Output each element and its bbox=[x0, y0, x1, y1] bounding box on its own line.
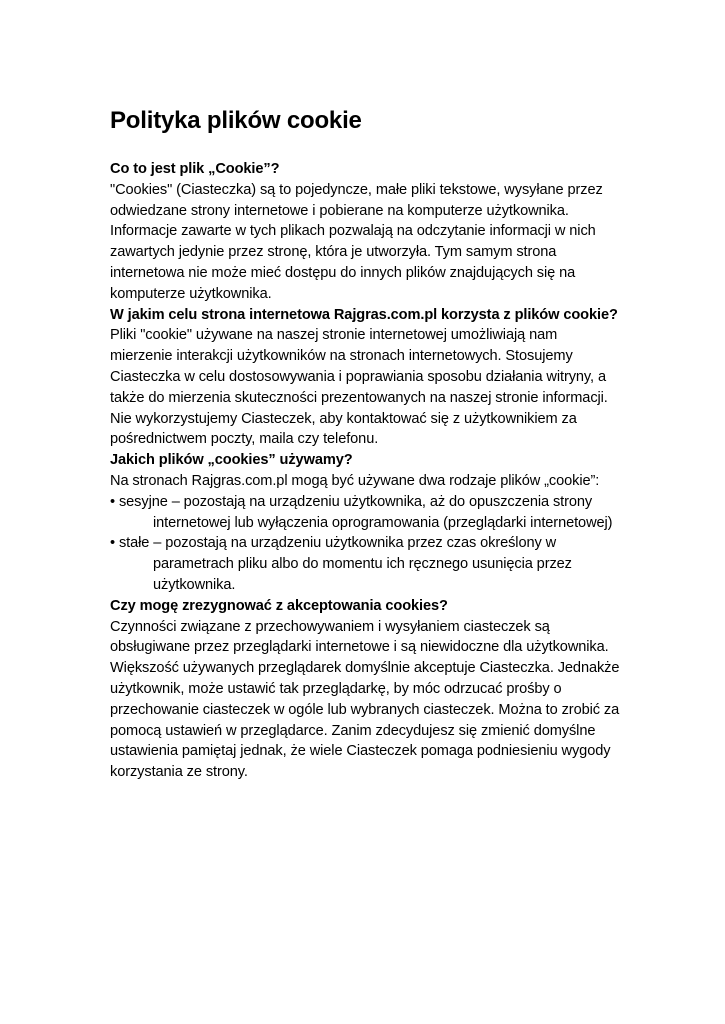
section-heading-purpose: W jakim celu strona internetowa Rajgras.com.pl korzysta z plików cookie? bbox=[110, 306, 618, 323]
section-heading-opt-out: Czy mogę zrezygnować z akceptowania cookies? bbox=[110, 597, 448, 614]
document-body bbox=[110, 159, 620, 783]
section-paragraph-opt-out: Czynności związane z przechowywaniem i wysyłaniem ciasteczek są obsługiwane przez przeglądarki internetowe i są niewidoczne dla użytkownika. Większość używanych przeglądarek domyślnie akceptuje Ciasteczka. Jednakże użytkownik, może ustawić tak przeglądarkę, by móc odrzucać prośby o przechowanie ciasteczek w ogóle lub wybranych ciasteczek. Można to zrobić za pomocą ustawień w przeglądarce. Zanim zdecydujesz się zmienić domyślne ustawienia pamiętaj jednak, że wiele Ciasteczek pomaga podniesieniu wygody korzystania ze strony. bbox=[110, 618, 620, 781]
section-paragraph-purpose: Pliki "cookie" używane na naszej stronie internetowej umożliwiają nam mierzenie interakcji użytkowników na stronach internetowych. Stosujemy Ciasteczka w celu dostosowywania i poprawiania sposobu działania witryny, a także do mierzenia skuteczności prezentowanych na naszej stronie informacji. Nie wykorzystujemy Ciasteczek, aby kontaktować się z użytkownikiem za pośrednictwem poczty, maila czy telefonu. bbox=[110, 327, 608, 448]
list-item-session-cookies: • sesyjne – pozostają na urządzeniu użytkownika, aż do opuszczenia strony internetowej lub wyłączenia oprogramowania (przeglądarki internetowej) bbox=[110, 493, 613, 531]
section-paragraph-what-is-cookie: "Cookies" (Ciasteczka) są to pojedyncze, małe pliki tekstowe, wysyłane przez odwiedzane strony internetowe i pobierane na komputerze użytkownika. Informacje zawarte w tych plikach pozwalają na odczytanie informacji w nich zawartych jedynie przez stronę, która je utworzyła. Tym samym strona internetowa nie może mieć dostępu do innych plików znajdujących się na komputerze użytkownika. bbox=[110, 181, 603, 302]
section-heading-what-is-cookie: Co to jest plik „Cookie”? bbox=[110, 161, 280, 177]
list-item-persistent-cookies: • stałe – pozostają na urządzeniu użytkownika przez czas określony w parametrach pliku albo do momentu ich ręcznego usunięcia przez użytkownika. bbox=[110, 535, 572, 593]
section-paragraph-cookie-types: Na stronach Rajgras.com.pl mogą być używane dwa rodzaje plików „cookie”: bbox=[110, 472, 600, 489]
page-title: Polityka plików cookie bbox=[110, 107, 362, 134]
section-heading-cookie-types: Jakich plików „cookies” używamy? bbox=[110, 452, 353, 469]
document-page bbox=[110, 106, 620, 783]
